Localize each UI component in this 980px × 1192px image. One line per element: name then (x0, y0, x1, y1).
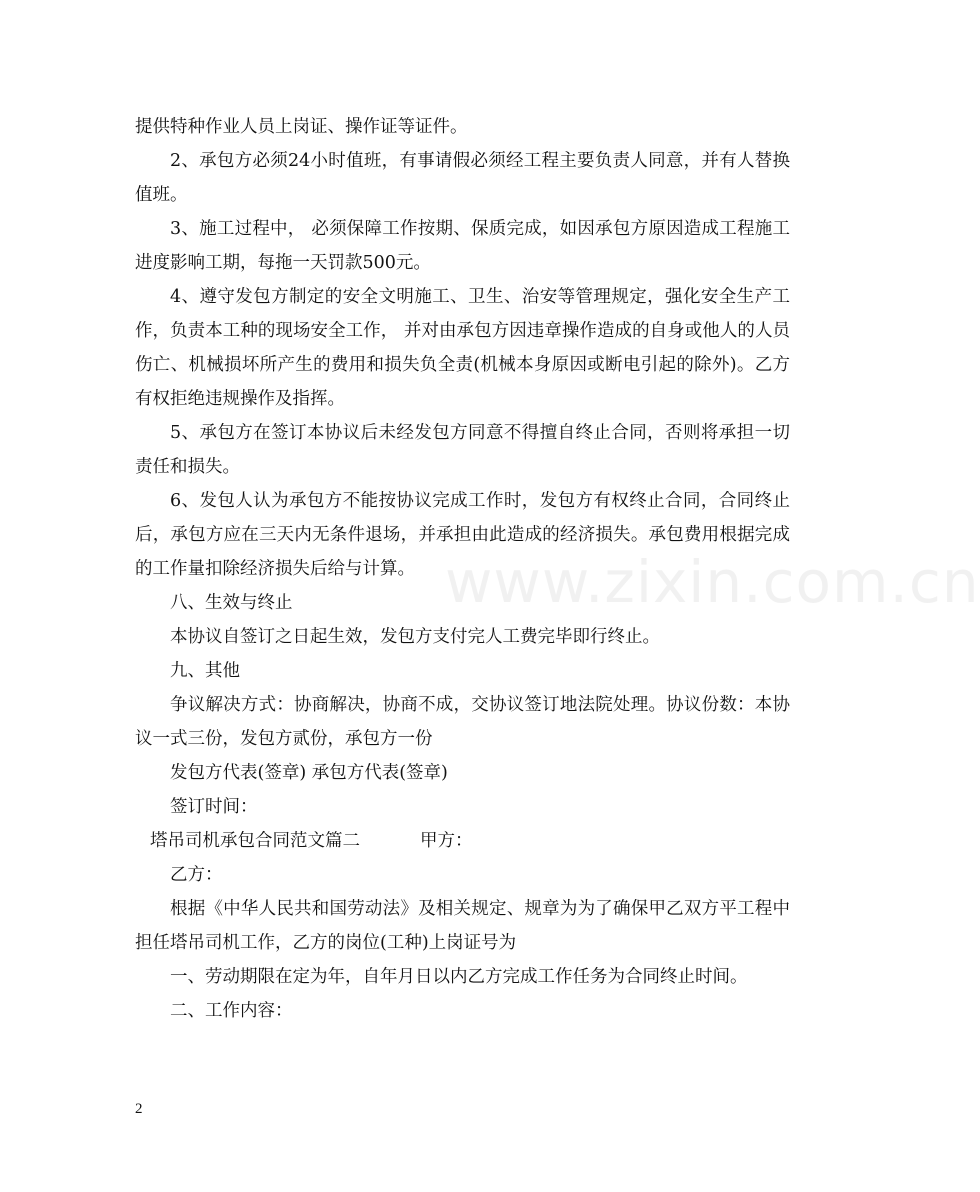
paragraph-clause-3: 3、施工过程中， 必须保障工作按期、保质完成，如因承包方原因造成工程施工进度影响工期，每拖一天罚款500元。 (135, 219, 790, 273)
paragraph-continuation: 提供特种作业人员上岗证、操作证等证件。 (135, 117, 468, 137)
watermark-text: www.zixin.com.cn (445, 548, 980, 616)
party-b-label: 乙方： (170, 865, 223, 885)
party-a-label: 甲方： (420, 831, 473, 851)
signature-line: 发包方代表(签章) 承包方代表(签章) (170, 763, 448, 783)
page-number: 2 (135, 1101, 143, 1117)
paragraph-clause-5: 5、承包方在签订本协议后未经发包方同意不得擅自终止合同，否则将承担一切责任和损失。 (135, 423, 790, 477)
paragraph-dispute-resolution: 争议解决方式：协商解决，协商不成，交协议签订地法院处理。协议份数：本协议一式三份，发包方贰份，承包方一份 (135, 695, 790, 749)
paragraph-clause-4: 4、遵守发包方制定的安全文明施工、卫生、治安等管理规定，强化安全生产工作，负责本工种的现场安全工作， 并对由承包方因违章操作造成的自身或他人的人员伤亡、机械损坏所产生的费用和损失负全责(机械本身原因或断电引起的除外)。乙方有权拒绝违规操作及指挥。 (135, 287, 790, 409)
paragraph-labor-term: 一、劳动期限在定为年，自年月日以内乙方完成工作任务为合同终止时间。 (170, 967, 748, 987)
section-heading-work-content: 二、工作内容： (170, 1001, 293, 1021)
contract-title-line (135, 824, 790, 858)
paragraph-effect-termination: 本协议自签订之日起生效，发包方支付完人工费完毕即行终止。 (170, 627, 660, 647)
paragraph-legal-basis: 根据《中华人民共和国劳动法》及相关规定、规章为为了确保甲乙双方平工程中担任塔吊司机工作，乙方的岗位(工种)上岗证号为 (135, 899, 790, 953)
section-heading-other: 九、其他 (170, 661, 240, 681)
signing-date-line: 签订时间： (170, 797, 258, 817)
contract-title: 塔吊司机承包合同范文篇二 (150, 831, 360, 851)
paragraph-clause-6: 6、发包人认为承包方不能按协议完成工作时，发包方有权终止合同，合同终止后，承包方应在三天内无条件退场，并承担由此造成的经济损失。承包费用根据完成的工作量扣除经济损失后给与计算。 (135, 491, 790, 579)
section-heading-effect-termination: 八、生效与终止 (170, 593, 293, 613)
paragraph-clause-2: 2、承包方必须24小时值班，有事请假必须经工程主要负责人同意，并有人替换值班。 (135, 151, 790, 205)
